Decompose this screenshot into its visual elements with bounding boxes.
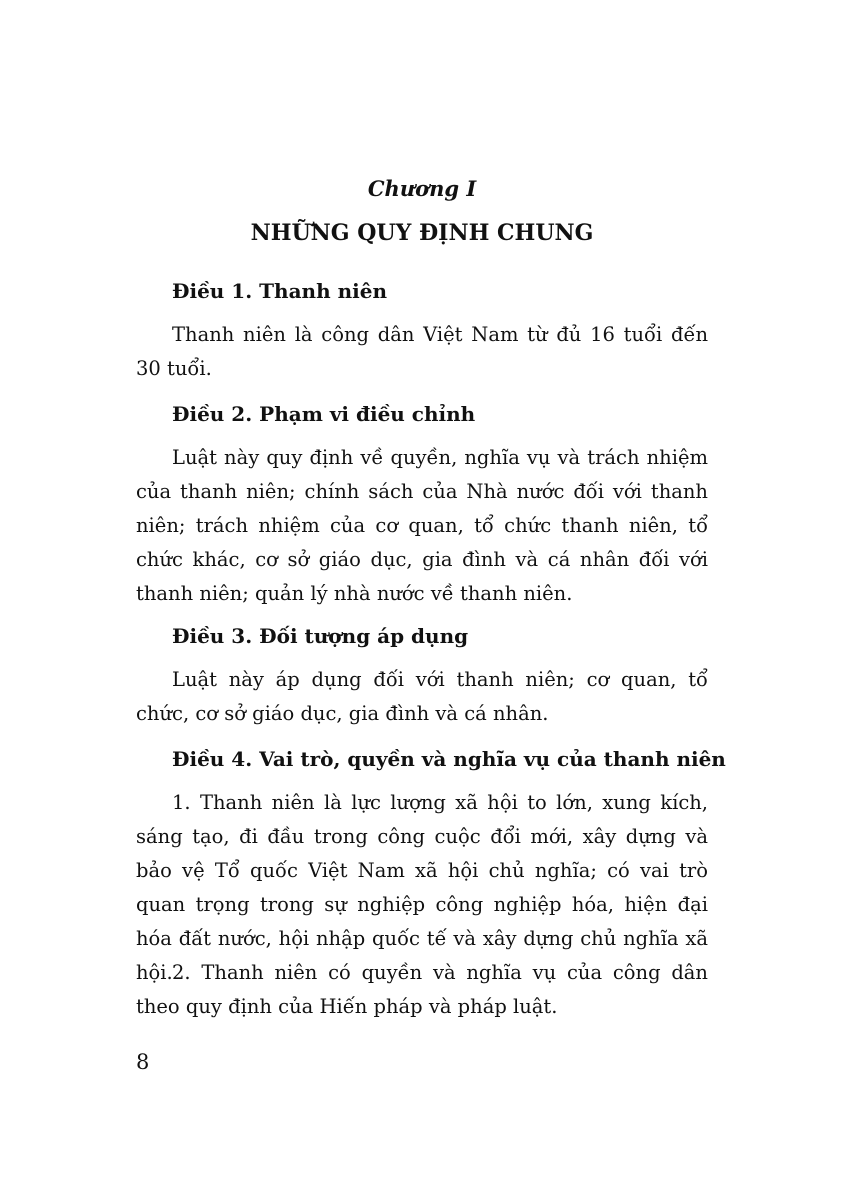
article-2-heading: Điều 2. Phạm vi điều chỉnh <box>172 402 476 426</box>
article-4-heading: Điều 4. Vai trò, quyền và nghĩa vụ của thanh niên <box>172 747 726 771</box>
chapter-label: Chương I <box>367 176 477 201</box>
article-3-heading: Điều 3. Đối tượng áp dụng <box>172 624 469 648</box>
article-4-paragraph-1: 1. Thanh niên là lực lượng xã hội to lớn, xung kích, sáng tạo, đi đầu trong công cuộc đổi mới, xây dựng và bảo vệ Tổ quốc Việt Nam xã hội chủ nghĩa; có vai trò quan trọng trong sự nghiệp công nghiệp hóa, hiện đại hóa đất nước, hội nhập quốc tế và xây dựng chủ nghĩa xã hội. <box>136 791 708 984</box>
chapter-title: NHỮNG QUY ĐỊNH CHUNG <box>250 220 594 246</box>
article-4-paragraph-2: 2. Thanh niên có quyền và nghĩa vụ của công dân theo quy định của Hiến pháp và pháp luật. <box>136 961 708 1018</box>
article-1-heading: Điều 1. Thanh niên <box>172 279 387 303</box>
article-2-paragraph-1: Luật này quy định về quyền, nghĩa vụ và trách nhiệm của thanh niên; chính sách của Nhà nước đối với thanh niên; trách nhiệm của cơ quan, tổ chức thanh niên, tổ chức khác, cơ sở giáo dục, gia đình và cá nhân đối với thanh niên; quản lý nhà nước về thanh niên. <box>136 446 708 605</box>
article-1-paragraph-1: Thanh niên là công dân Việt Nam từ đủ 16 tuổi đến 30 tuổi. <box>136 323 708 380</box>
article-3-paragraph-1: Luật này áp dụng đối với thanh niên; cơ quan, tổ chức, cơ sở giáo dục, gia đình và cá nhân. <box>136 668 708 725</box>
page-number: 8 <box>136 1050 150 1074</box>
